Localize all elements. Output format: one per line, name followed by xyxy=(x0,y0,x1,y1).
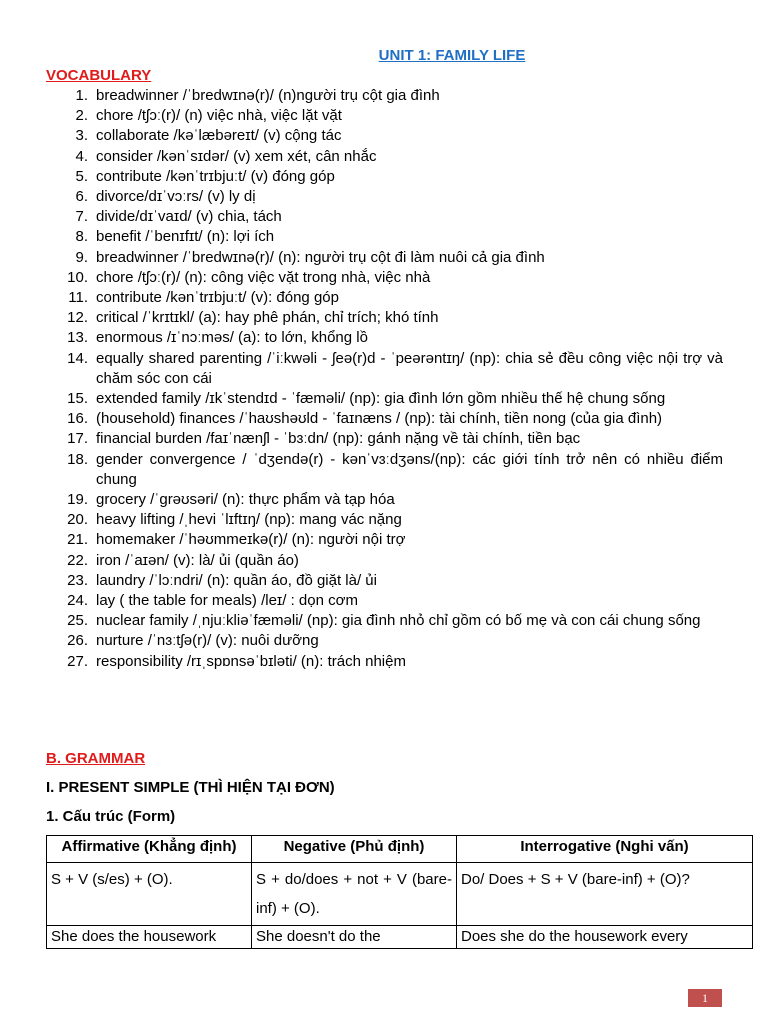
list-item-text: homemaker /ˈhəʊmmeɪkə(r)/ (n): người nội trợ xyxy=(96,531,406,549)
list-item xyxy=(0,126,768,146)
list-item-number: 2. xyxy=(75,107,88,125)
list-item-number: 13. xyxy=(67,329,88,347)
header-affirmative: Affirmative (Khẳng định) xyxy=(47,836,252,863)
list-item xyxy=(0,611,768,631)
vocabulary-list xyxy=(0,86,768,672)
list-item xyxy=(0,268,768,288)
unit-title: UNIT 1: FAMILY LIFE xyxy=(378,47,526,64)
list-item-number: 24. xyxy=(67,592,88,610)
list-item-number: 4. xyxy=(75,147,88,165)
list-item xyxy=(0,106,768,126)
list-item-number: 21. xyxy=(67,531,88,549)
form-heading: 1. Cấu trúc (Form) xyxy=(46,808,176,825)
list-item xyxy=(0,429,768,449)
list-item-number: 16. xyxy=(67,410,88,428)
grammar-heading: B. GRAMMAR xyxy=(46,750,146,767)
header-interrogative: Interrogative (Nghi vấn) xyxy=(457,836,753,863)
list-item xyxy=(0,591,768,611)
list-item-text: heavy lifting /ˌhevi ˈlɪftɪŋ/ (np): mang vác nặng xyxy=(96,511,402,529)
list-item-text: equally shared parenting /ˈiːkwəli - ʃeə(r)d - ˈpeərəntɪŋ/ (np): chia sẻ đều công việc nội trợ và chăm sóc con cái xyxy=(96,349,723,387)
list-item-number: 22. xyxy=(67,551,88,569)
list-item-text: nurture /ˈnɜːtʃə(r)/ (v): nuôi dưỡng xyxy=(96,632,319,650)
list-item xyxy=(0,409,768,429)
negative-example: She doesn't do the xyxy=(252,926,457,949)
list-item xyxy=(0,450,768,490)
list-item xyxy=(0,652,768,672)
list-item-text: divorce/dɪˈvɔːrs/ (v) ly dị xyxy=(96,188,256,206)
list-item-text: contribute /kənˈtrɪbjuːt/ (v) đóng góp xyxy=(96,167,335,185)
list-item xyxy=(0,631,768,651)
list-item-text: laundry /ˈlɔːndri/ (n): quần áo, đồ giặt là/ ủi xyxy=(96,571,377,589)
list-item-number: 18. xyxy=(67,450,88,468)
list-item-text: nuclear family /ˌnjuːkliəˈfæməli/ (np): gia đình nhỏ chỉ gồm có bố mẹ và con cái chung sống xyxy=(96,612,701,630)
list-item xyxy=(0,530,768,550)
list-item-text: extended family /ɪkˈstendɪd - ˈfæməli/ (np): gia đình lớn gồm nhiều thế hệ chung sống xyxy=(96,390,666,408)
list-item-text: financial burden /faɪˈnænʃl - ˈbɜːdn/ (np): gánh nặng về tài chính, tiền bạc xyxy=(96,430,581,448)
list-item-text: grocery /ˈɡrəʊsəri/ (n): thực phẩm và tạp hóa xyxy=(96,491,395,509)
list-item-text: chore /tʃɔː(r)/ (n) việc nhà, việc lặt vặt xyxy=(96,107,342,125)
list-item xyxy=(0,248,768,268)
list-item-text: breadwinner /ˈbredwɪnə(r)/ (n): người trụ cột đi làm nuôi cả gia đình xyxy=(96,248,545,266)
list-item-text: breadwinner /ˈbredwɪnə(r)/ (n)người trụ cột gia đình xyxy=(96,87,440,104)
list-item xyxy=(0,167,768,187)
list-item-number: 26. xyxy=(67,632,88,650)
list-item xyxy=(0,308,768,328)
list-item-text: collaborate /kəˈlæbəreɪt/ (v) cộng tác xyxy=(96,127,342,145)
list-item-text: critical /ˈkrɪtɪkl/ (a): hay phê phán, chỉ trích; khó tính xyxy=(96,309,439,327)
list-item xyxy=(0,571,768,591)
list-item-number: 9. xyxy=(75,248,88,266)
list-item-text: consider /kənˈsɪdər/ (v) xem xét, cân nhắc xyxy=(96,147,377,165)
list-item-number: 11. xyxy=(68,289,88,307)
list-item-number: 6. xyxy=(75,188,88,206)
table-row xyxy=(47,863,753,926)
list-item-text: enormous /ɪˈnɔːməs/ (a): to lớn, khổng lồ xyxy=(96,329,368,347)
list-item xyxy=(0,86,768,106)
list-item xyxy=(0,187,768,207)
list-item xyxy=(0,227,768,247)
list-item-text: chore /tʃɔː(r)/ (n): công việc vặt trong nhà, việc nhà xyxy=(96,268,431,286)
negative-formula: S + do/does + not + V (bare- inf) + (O). xyxy=(252,863,457,926)
list-item-text: gender convergence / ˈdʒendə(r) - kənˈvɜːdʒəns/(np): các giới tính trở nên có nhiều điểm chung xyxy=(96,450,723,488)
vocabulary-heading: VOCABULARY xyxy=(46,67,152,84)
affirmative-example: She does the housework xyxy=(47,926,252,949)
list-item-number: 23. xyxy=(67,571,88,589)
page-number: 1 xyxy=(688,989,722,1007)
list-item xyxy=(0,510,768,530)
affirmative-formula: S + V (s/es) + (O). xyxy=(47,863,252,926)
list-item-number: 10. xyxy=(67,268,88,286)
list-item-text: iron /ˈaɪən/ (v): là/ ủi (quần áo) xyxy=(96,551,299,569)
list-item-text: contribute /kənˈtrɪbjuːt/ (v): đóng góp xyxy=(96,289,339,307)
list-item-number: 25. xyxy=(67,612,88,630)
list-item xyxy=(0,207,768,227)
present-simple-heading: I. PRESENT SIMPLE (THÌ HIỆN TẠI ĐƠN) xyxy=(46,779,335,796)
grammar-form-table xyxy=(46,835,753,949)
list-item-number: 8. xyxy=(75,228,88,246)
list-item-number: 1. xyxy=(75,87,88,104)
list-item-text: responsibility /rɪˌspɒnsəˈbɪləti/ (n): trách nhiệm xyxy=(96,652,406,670)
list-item-number: 5. xyxy=(75,167,88,185)
list-item xyxy=(0,551,768,571)
list-item xyxy=(0,349,768,389)
list-item xyxy=(0,490,768,510)
list-item-number: 3. xyxy=(75,127,88,145)
list-item-text: (household) finances /ˈhaʊshəʊld - ˈfaɪnæns / (np): tài chính, tiền nong (của gia đình) xyxy=(96,410,663,428)
list-item-number: 17. xyxy=(67,430,88,448)
list-item xyxy=(0,389,768,409)
list-item-text: lay ( the table for meals) /leɪ/ : dọn cơm xyxy=(96,592,358,610)
list-item xyxy=(0,288,768,308)
list-item-number: 19. xyxy=(67,491,88,509)
list-item-text: divide/dɪˈvaɪd/ (v) chia, tách xyxy=(96,208,282,226)
list-item-number: 12. xyxy=(67,309,88,327)
list-item xyxy=(0,147,768,167)
table-header-row xyxy=(47,836,753,863)
list-item-number: 7. xyxy=(75,208,88,226)
interrogative-formula: Do/ Does + S + V (bare-inf) + (O)? xyxy=(457,863,753,926)
list-item-number: 15. xyxy=(67,390,88,408)
list-item-text: benefit /ˈbenɪfɪt/ (n): lợi ích xyxy=(96,228,275,246)
list-item xyxy=(0,328,768,348)
list-item-number: 27. xyxy=(67,652,88,670)
list-item-number: 20. xyxy=(67,511,88,529)
table-row xyxy=(47,926,753,949)
header-negative: Negative (Phủ định) xyxy=(252,836,457,863)
interrogative-example: Does she do the housework every xyxy=(457,926,753,949)
list-item-number: 14. xyxy=(67,349,88,367)
